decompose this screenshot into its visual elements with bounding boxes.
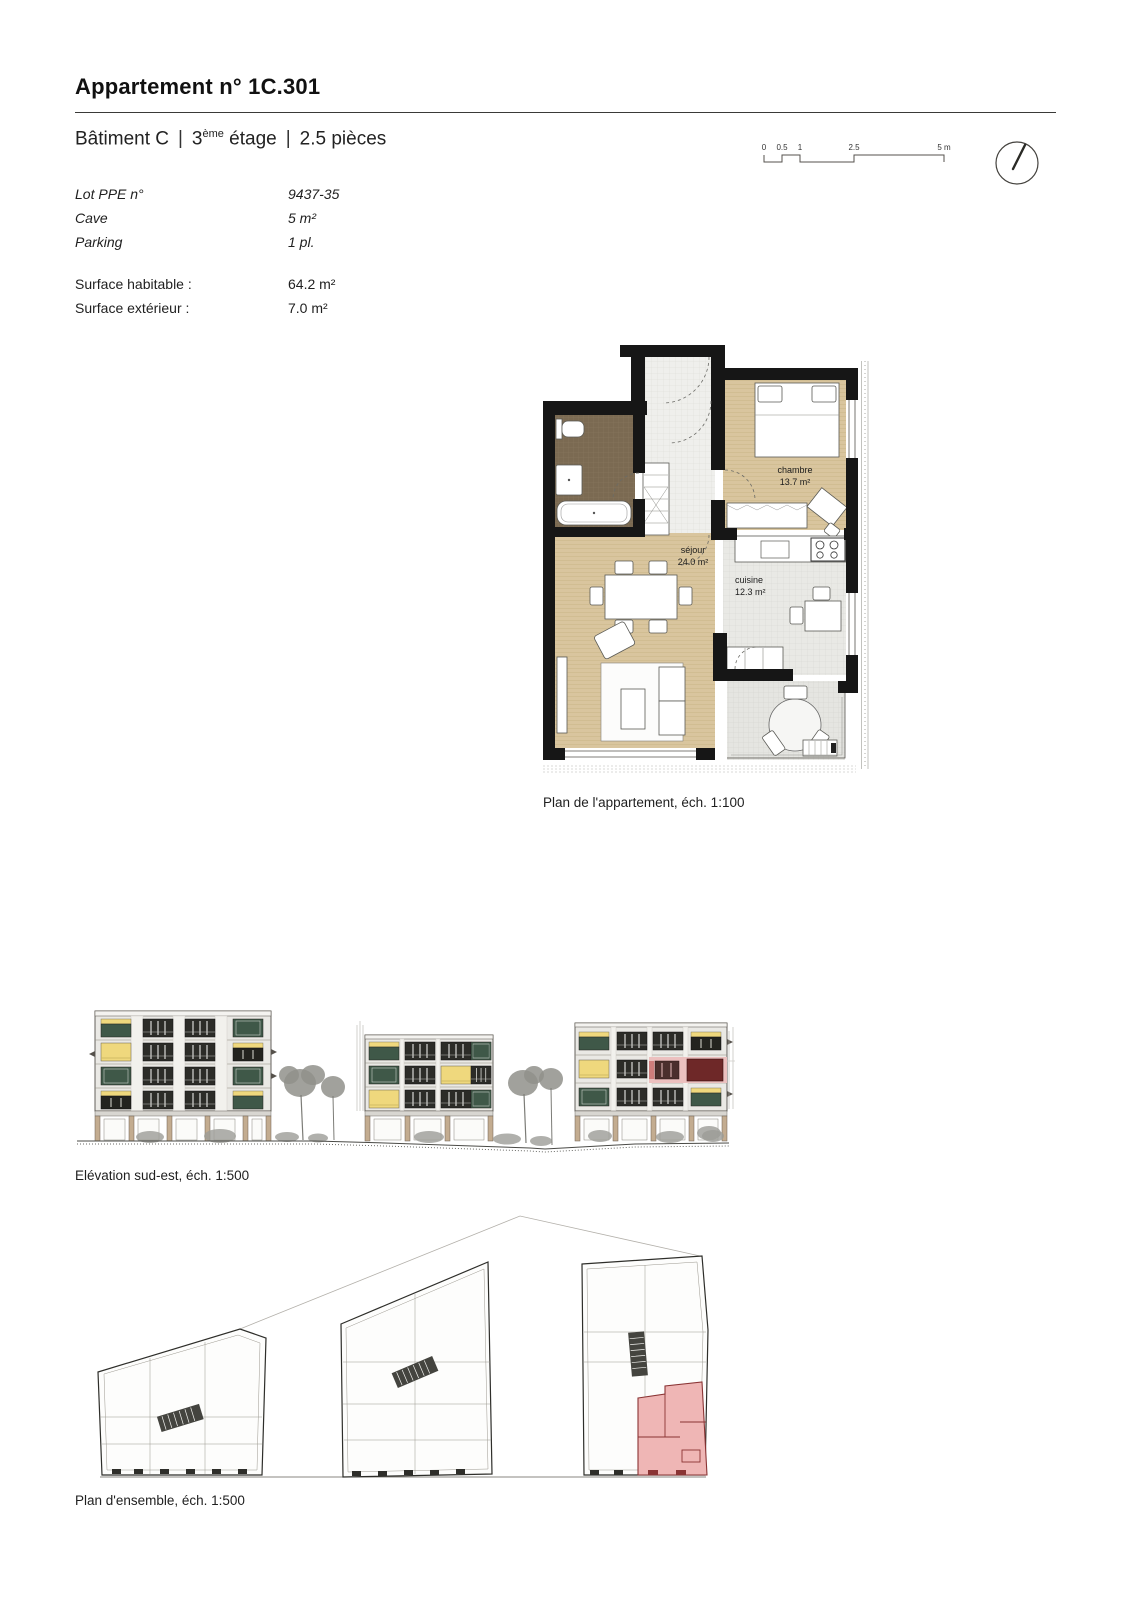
info-row-parking xyxy=(75,230,339,254)
info-row-lot xyxy=(75,182,339,206)
subtitle-floor-word: étage xyxy=(223,128,277,150)
scale-label-05: 0.5 xyxy=(776,143,788,152)
scale-label-5: 5 m xyxy=(937,143,951,152)
subtitle-floor-number: 3 xyxy=(191,128,203,150)
chambre-area: 13.7 m² xyxy=(779,477,811,487)
subtitle-separator-2: | xyxy=(285,128,291,150)
elevation-building-right xyxy=(575,1023,735,1143)
closet-shelves xyxy=(643,463,669,535)
wardrobe-icon xyxy=(727,503,807,528)
surface-group xyxy=(75,272,339,320)
sejour-area: 24.0 m² xyxy=(677,557,709,567)
sofa-icon xyxy=(601,663,685,741)
cuisine-label: cuisine xyxy=(735,575,764,585)
cave-label: Cave xyxy=(75,210,108,226)
subtitle-separator-1: | xyxy=(177,128,183,150)
info-row-cave xyxy=(75,206,339,230)
cuisine-area: 12.3 m² xyxy=(735,587,766,597)
subtitle-floor-sup: ème xyxy=(202,128,224,140)
cave-value: 5 m² xyxy=(288,210,316,226)
elevation-building-middle xyxy=(357,1021,493,1143)
elevation-unit-highlight xyxy=(649,1057,727,1083)
site-plan-drawing xyxy=(90,1212,710,1486)
floor-plan-drawing xyxy=(543,337,873,777)
chambre-label: chambre xyxy=(777,465,813,475)
lot-group xyxy=(75,182,339,254)
bed-icon xyxy=(755,383,839,457)
site-unit-highlight xyxy=(638,1382,707,1475)
site-building-left xyxy=(98,1329,266,1475)
page-title: Appartement n° 1C.301 xyxy=(75,74,321,99)
surface-exterieur-value: 7.0 m² xyxy=(288,300,328,316)
sejour-label: séjour xyxy=(680,545,706,555)
scale-label-25: 2.5 xyxy=(848,143,860,152)
subtitle-building: Bâtiment C xyxy=(75,128,169,150)
north-arrow xyxy=(992,138,1042,188)
surface-habitable-label: Surface habitable : xyxy=(75,276,192,292)
surface-habitable-value: 64.2 m² xyxy=(288,276,336,292)
scale-label-1: 1 xyxy=(797,143,803,152)
scale-label-0: 0 xyxy=(761,143,767,152)
elevation-building-left xyxy=(89,1011,277,1143)
elevation-caption: Elévation sud-est, éch. 1:500 xyxy=(75,1168,250,1183)
info-table xyxy=(75,182,339,320)
lot-label: Lot PPE n° xyxy=(75,186,144,202)
balcony-planter-icon xyxy=(803,740,837,756)
scale-bar-steps xyxy=(764,155,944,162)
tv-board-icon xyxy=(557,657,567,733)
subtitle-pieces: 2.5 pièces xyxy=(299,128,387,150)
site-building-right xyxy=(582,1256,708,1475)
kitchen-counter-icon xyxy=(735,536,846,562)
title-rule xyxy=(75,112,1056,113)
bathtub-icon xyxy=(557,501,631,525)
site-plan-caption: Plan d'ensemble, éch. 1:500 xyxy=(75,1493,245,1508)
parking-label: Parking xyxy=(75,234,123,250)
site-building-middle xyxy=(341,1262,492,1477)
toilet-icon xyxy=(556,419,584,439)
floor-plan-caption: Plan de l'appartement, éch. 1:100 xyxy=(543,795,745,810)
elevation-drawing xyxy=(75,983,735,1168)
parking-value: 1 pl. xyxy=(288,234,315,250)
scale-bar xyxy=(758,140,958,170)
lot-value: 9437-35 xyxy=(288,186,340,202)
surface-exterieur-label: Surface extérieur : xyxy=(75,300,190,316)
ground-line xyxy=(77,1141,729,1152)
info-row-surface-habitable xyxy=(75,272,339,296)
info-row-surface-exterieur xyxy=(75,296,339,320)
sink-icon xyxy=(556,465,582,495)
page-subtitle xyxy=(75,128,386,150)
